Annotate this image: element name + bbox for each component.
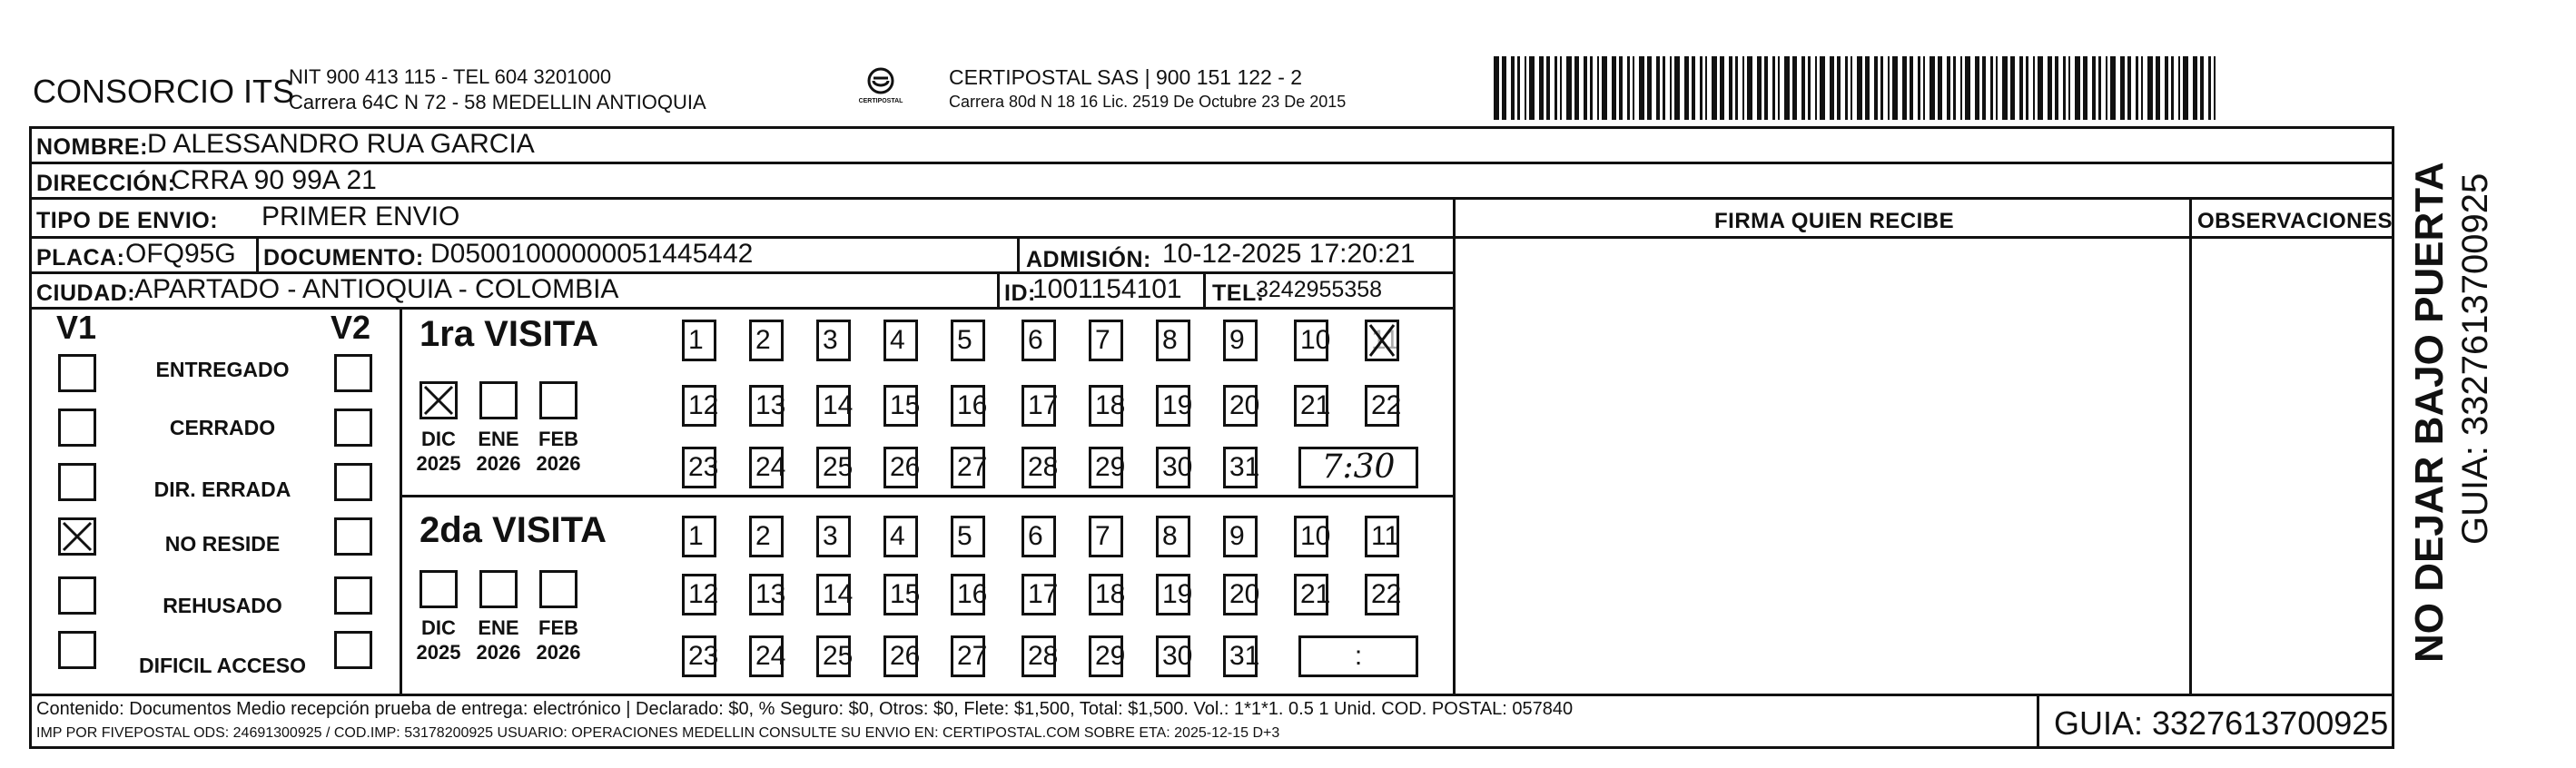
id-value: 1001154101 — [1032, 274, 1182, 304]
address-line: Carrera 64C N 72 - 58 MEDELLIN ANTIOQUIA — [289, 91, 706, 113]
day-box[interactable]: 3 — [816, 320, 851, 361]
nombre-value: D ALESSANDRO RUA GARCIA — [147, 129, 535, 159]
admision-label: ADMISIÓN: — [1026, 247, 1151, 272]
footer-content-line: Contenido: Documentos Medio recepción prueba de entrega: electrónico | Declarado: $0, % Seguro: $0, Otros: $0, Flete: $1,500, Total: $1,500. Vol.: 1*1*1. 0.5 1 Unid. COD. POSTAL: 057840 — [36, 699, 1574, 719]
v2-checkbox[interactable] — [334, 576, 372, 615]
day-box[interactable]: 23 — [682, 447, 716, 488]
tipo-envio-label: TIPO DE ENVIO: — [36, 208, 219, 233]
v2-checkbox[interactable] — [334, 517, 372, 556]
barcode — [1494, 56, 2220, 120]
day-box[interactable]: 8 — [1156, 320, 1190, 361]
day-box[interactable]: 6 — [1022, 320, 1056, 361]
day-box[interactable]: 26 — [883, 447, 918, 488]
status-label: DIFICIL ACCESO — [138, 654, 306, 677]
observaciones-header: OBSERVACIONES — [2197, 209, 2393, 233]
day-box[interactable]: 7 — [1089, 320, 1123, 361]
month-checkbox[interactable] — [479, 381, 518, 419]
day-box[interactable]: 11 — [1365, 516, 1399, 557]
day-box[interactable]: 29 — [1089, 447, 1123, 488]
day-box[interactable]: 2 — [749, 516, 784, 557]
month-label: DIC 2025 — [416, 616, 461, 664]
v1-checkbox[interactable] — [58, 463, 96, 501]
day-box[interactable]: 20 — [1223, 574, 1258, 615]
day-box[interactable]: 22 — [1365, 574, 1399, 615]
day-box[interactable]: 19 — [1156, 385, 1190, 427]
day-box[interactable]: 18 — [1089, 574, 1123, 615]
certipostal-line: CERTIPOSTAL SAS | 900 151 122 - 2 — [949, 65, 1303, 89]
v2-checkbox[interactable] — [334, 631, 372, 669]
day-box[interactable]: 10 — [1294, 320, 1328, 361]
day-box[interactable]: 31 — [1223, 447, 1258, 488]
day-box[interactable]: 5 — [951, 320, 985, 361]
day-box[interactable]: 17 — [1022, 574, 1056, 615]
status-label: NO RESIDE — [164, 532, 281, 556]
day-box[interactable]: 19 — [1156, 574, 1190, 615]
day-box[interactable]: 1 — [682, 516, 716, 557]
tel-value: 3242955358 — [1256, 277, 1383, 302]
day-box[interactable]: 30 — [1156, 447, 1190, 488]
month-checkbox[interactable] — [419, 381, 458, 419]
direccion-value: CRRA 90 99A 21 — [171, 165, 377, 195]
v1-checkbox[interactable] — [58, 409, 96, 447]
admision-value: 10-12-2025 17:20:21 — [1162, 239, 1416, 269]
day-box[interactable]: 14 — [816, 574, 851, 615]
day-box[interactable]: 9 — [1223, 320, 1258, 361]
month-label: ENE 2026 — [476, 616, 521, 664]
side-guia: GUIA: 3327613700925 — [2455, 172, 2495, 545]
day-box[interactable]: 4 — [883, 516, 918, 557]
barcode-icon — [1494, 56, 2220, 120]
day-box[interactable]: 12 — [682, 574, 716, 615]
v2-checkbox[interactable] — [334, 463, 372, 501]
month-checkbox[interactable] — [539, 381, 577, 419]
v1-checkbox[interactable] — [58, 517, 96, 556]
day-box[interactable]: 3 — [816, 516, 851, 557]
day-box[interactable]: 20 — [1223, 385, 1258, 427]
nit-line: NIT 900 413 115 - TEL 604 3201000 — [289, 65, 612, 88]
day-box[interactable]: 24 — [749, 635, 784, 677]
day-box[interactable]: 1 — [682, 320, 716, 361]
day-box[interactable]: 9 — [1223, 516, 1258, 557]
company-name: CONSORCIO ITS — [33, 73, 295, 110]
day-box[interactable]: 28 — [1022, 447, 1056, 488]
day-box[interactable]: 15 — [883, 385, 918, 427]
month-label: ENE 2026 — [476, 428, 521, 475]
direccion-label: DIRECCIÓN: — [36, 171, 176, 196]
day-box[interactable]: 21 — [1294, 385, 1328, 427]
day-box[interactable]: 31 — [1223, 635, 1258, 677]
day-box[interactable]: 22 — [1365, 385, 1399, 427]
day-box[interactable]: 27 — [951, 635, 985, 677]
placa-value: OFQ95G — [125, 239, 236, 269]
second-visit-title: 2da VISITA — [419, 510, 607, 550]
month-label: FEB 2026 — [536, 616, 581, 664]
v2-checkbox[interactable] — [334, 409, 372, 447]
certipostal-logo — [854, 65, 908, 111]
day-box[interactable]: 13 — [749, 385, 784, 427]
day-box[interactable]: 6 — [1022, 516, 1056, 557]
firma-header: FIRMA QUIEN RECIBE — [1714, 209, 1955, 233]
documento-value: D05001000000051445442 — [430, 239, 754, 269]
month-checkbox[interactable] — [539, 570, 577, 608]
side-text — [2406, 154, 2533, 663]
month-checkbox[interactable] — [419, 570, 458, 608]
day-box[interactable]: 29 — [1089, 635, 1123, 677]
time-box[interactable]: 7:30 — [1298, 447, 1418, 488]
nombre-label: NOMBRE: — [36, 134, 148, 160]
day-box[interactable]: 24 — [749, 447, 784, 488]
day-box[interactable]: 27 — [951, 447, 985, 488]
day-box[interactable]: 7 — [1089, 516, 1123, 557]
day-box[interactable]: 11 — [1365, 320, 1399, 361]
ciudad-value: APARTADO - ANTIOQUIA - COLOMBIA — [134, 274, 619, 304]
day-box[interactable]: 25 — [816, 447, 851, 488]
header — [0, 0, 2576, 136]
license-line: Carrera 80d N 18 16 Lic. 2519 De Octubre 23 De 2015 — [949, 93, 1347, 111]
time-box[interactable]: : — [1298, 635, 1418, 677]
month-label: FEB 2026 — [536, 428, 581, 475]
day-box[interactable]: 23 — [682, 635, 716, 677]
day-box[interactable]: 21 — [1294, 574, 1328, 615]
v1-header: V1 — [56, 309, 97, 346]
day-box[interactable]: 18 — [1089, 385, 1123, 427]
v2-header: V2 — [331, 309, 371, 346]
footer-guia: GUIA: 3327613700925 — [2054, 704, 2389, 742]
status-label: CERRADO — [169, 416, 276, 439]
day-box[interactable]: 12 — [682, 385, 716, 427]
day-box[interactable]: 15 — [883, 574, 918, 615]
no-dejar-bajo-puerta: NO DEJAR BAJO PUERTA — [2407, 162, 2452, 663]
day-box[interactable]: 8 — [1156, 516, 1190, 557]
v1-checkbox[interactable] — [58, 631, 96, 669]
month-checkbox[interactable] — [479, 570, 518, 608]
day-box[interactable]: 25 — [816, 635, 851, 677]
day-box[interactable]: 28 — [1022, 635, 1056, 677]
day-box[interactable]: 5 — [951, 516, 985, 557]
day-box[interactable]: 4 — [883, 320, 918, 361]
day-box[interactable]: 16 — [951, 574, 985, 615]
id-label: ID: — [1004, 281, 1036, 306]
ciudad-label: CIUDAD: — [36, 281, 136, 306]
placa-label: PLACA: — [36, 245, 125, 271]
tel-label: TEL: — [1212, 281, 1265, 306]
status-label: DIR. ERRADA — [153, 478, 291, 501]
status-label: ENTREGADO — [155, 358, 290, 381]
v1-checkbox[interactable] — [58, 354, 96, 392]
day-box[interactable]: 2 — [749, 320, 784, 361]
status-label: REHUSADO — [163, 594, 282, 617]
day-box[interactable]: 10 — [1294, 516, 1328, 557]
day-box[interactable]: 13 — [749, 574, 784, 615]
v2-checkbox[interactable] — [334, 354, 372, 392]
day-box[interactable]: 14 — [816, 385, 851, 427]
day-box[interactable]: 30 — [1156, 635, 1190, 677]
documento-label: DOCUMENTO: — [263, 245, 424, 271]
logo-text: CERTIPOSTAL — [858, 98, 903, 104]
month-label: DIC 2025 — [416, 428, 461, 475]
day-box[interactable]: 16 — [951, 385, 985, 427]
tipo-envio-value: PRIMER ENVIO — [262, 202, 460, 231]
day-box[interactable]: 17 — [1022, 385, 1056, 427]
v1-checkbox[interactable] — [58, 576, 96, 615]
day-box[interactable]: 26 — [883, 635, 918, 677]
first-visit-title: 1ra VISITA — [419, 314, 599, 354]
footer-imp-line: IMP POR FIVEPOSTAL ODS: 24691300925 / COD.IMP: 53178200925 USUARIO: OPERACIONES MEDELLIN CONSULTE SU ENVIO EN: CERTIPOSTAL.COM SOBRE ETA: 2025-12-15 D+3 — [36, 725, 1280, 741]
